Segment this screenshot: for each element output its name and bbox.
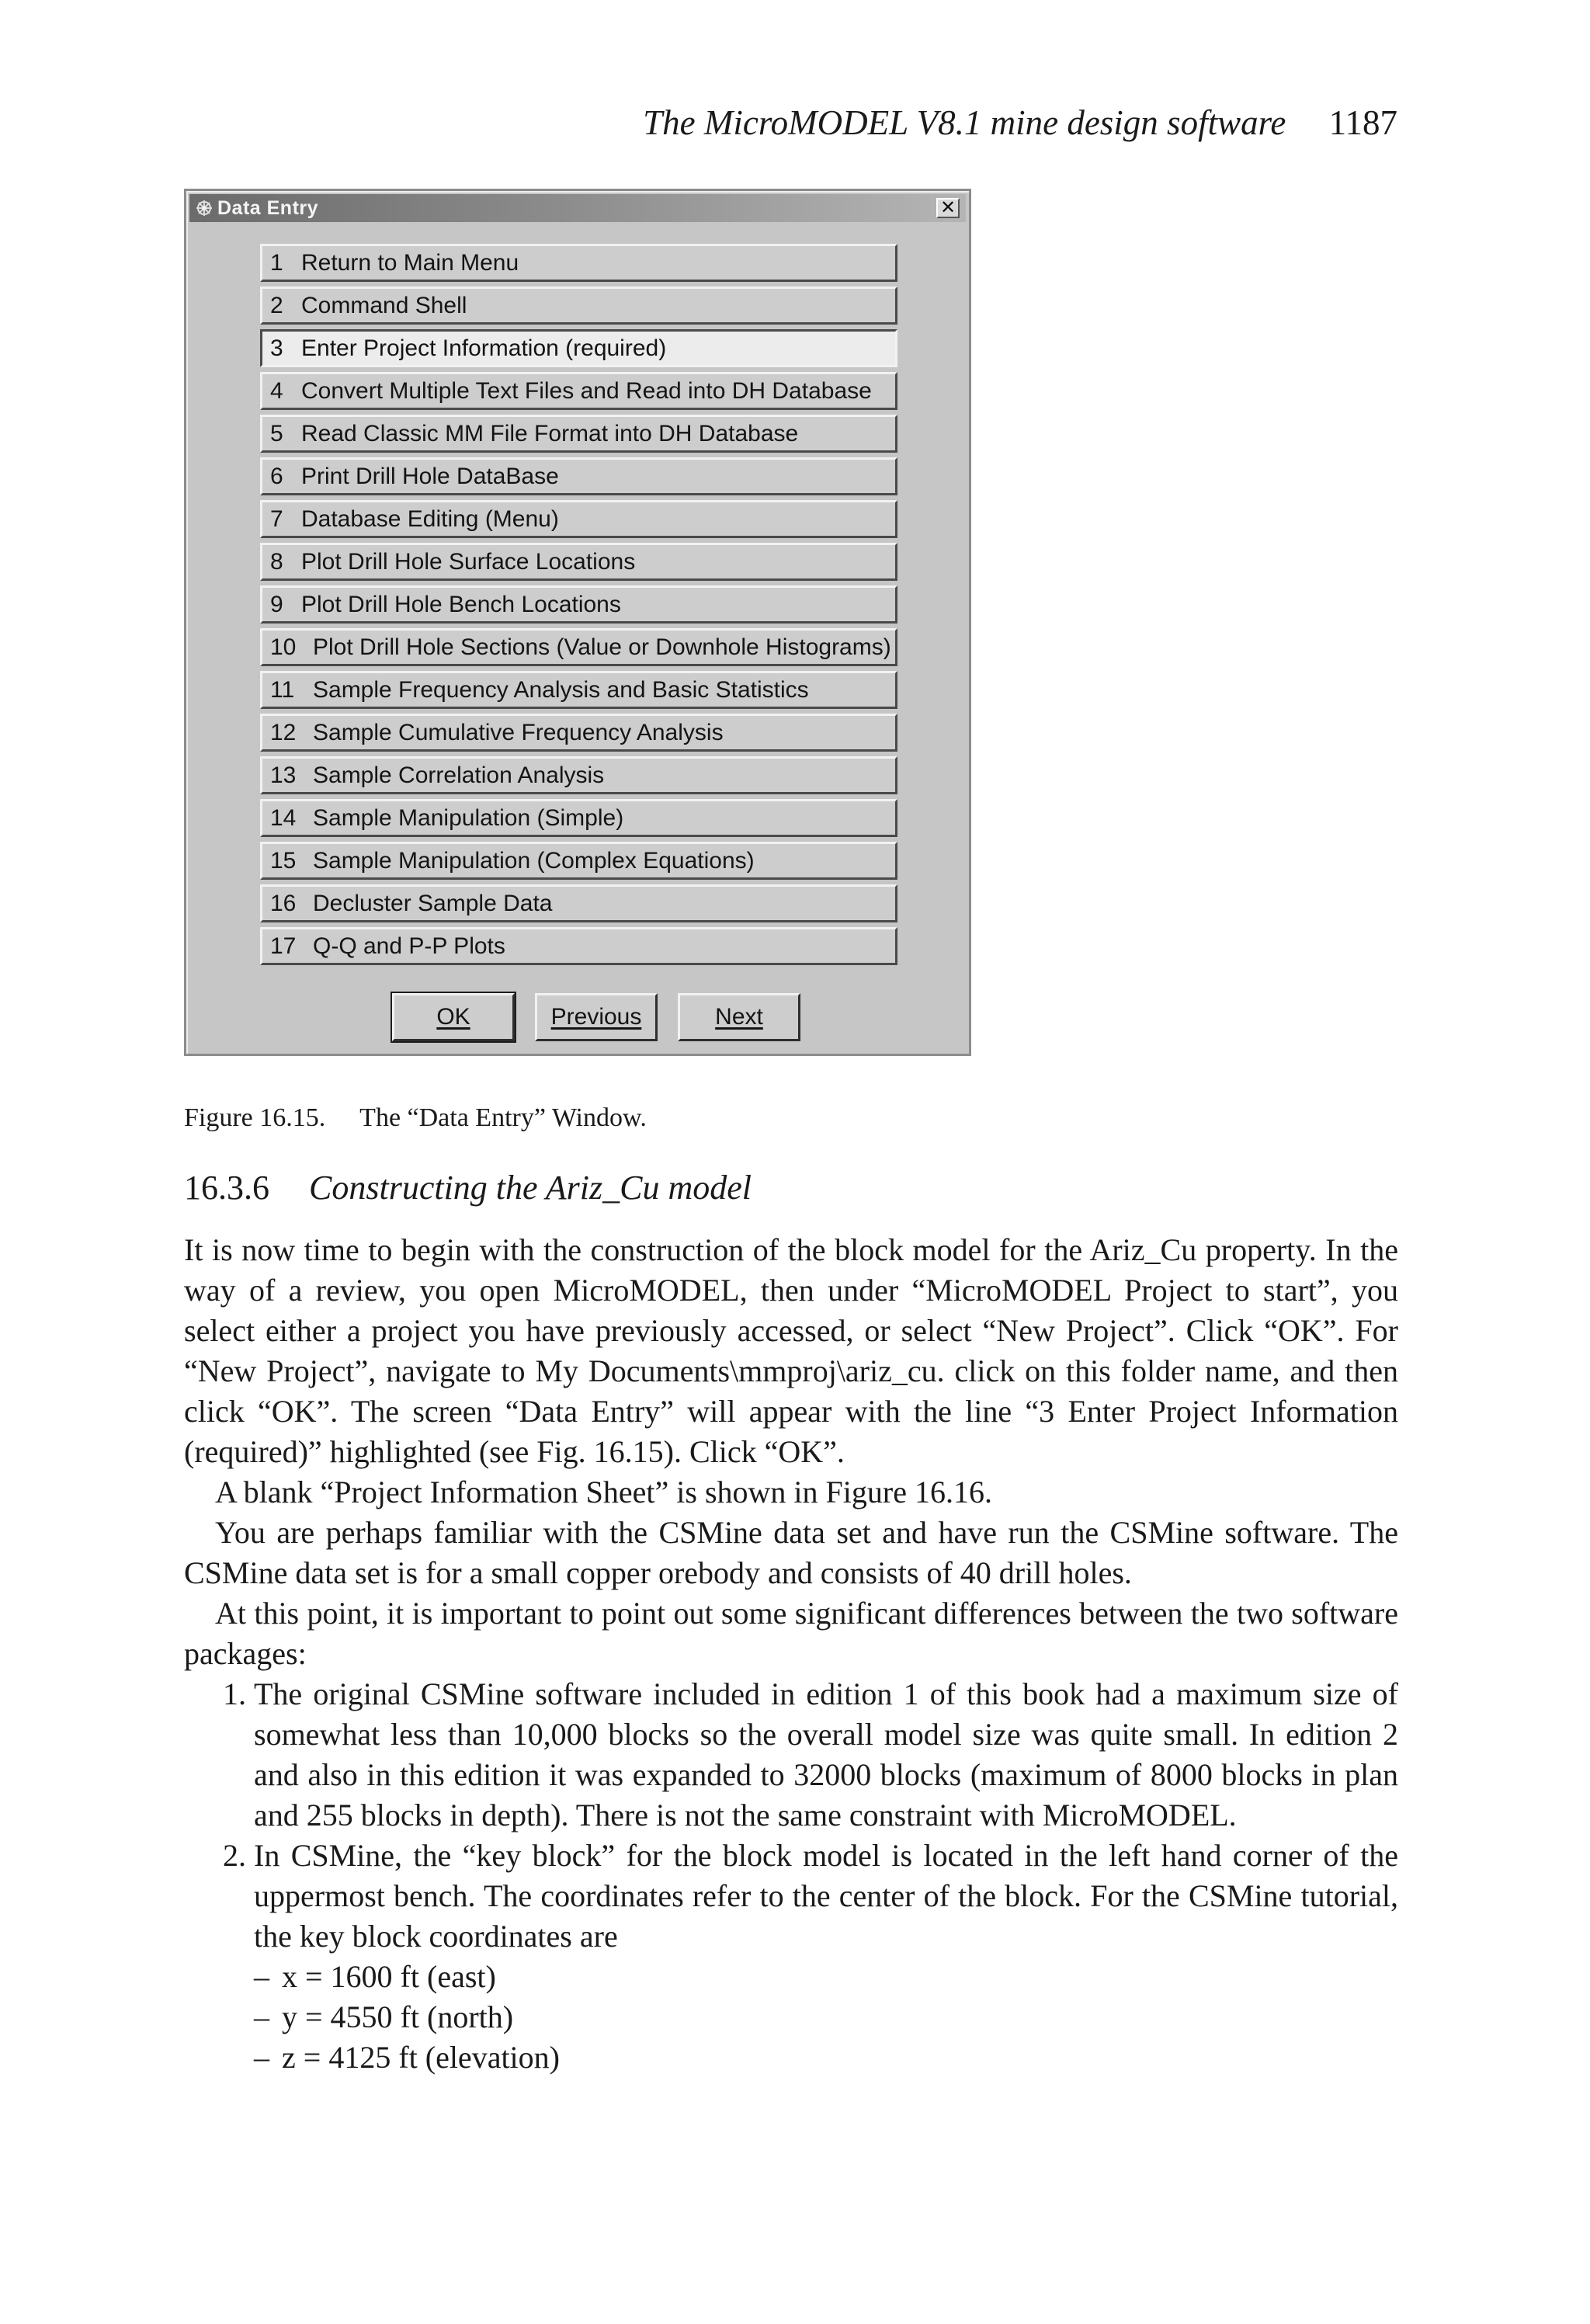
menu-item-number: 17: [270, 933, 297, 959]
menu-item-convert-text-files[interactable]: [260, 372, 897, 410]
menu-item-number: 5: [270, 420, 283, 446]
menu-item-number: 13: [270, 762, 297, 788]
close-icon: ✕: [939, 197, 956, 218]
menu-item-label: Plot Drill Hole Surface Locations: [301, 548, 636, 575]
previous-button[interactable]: Previous: [535, 993, 658, 1041]
menu-item-print-drill-hole-database[interactable]: [260, 457, 897, 495]
menu-item-number: 4: [270, 377, 283, 404]
menu-item-label: Sample Correlation Analysis: [313, 762, 605, 788]
figure-caption-text: The “Data Entry” Window.: [359, 1103, 647, 1132]
menu-item-label: Sample Cumulative Frequency Analysis: [313, 719, 724, 745]
menu-item-correlation-analysis[interactable]: [260, 756, 897, 794]
menu-item-return-to-main-menu[interactable]: [260, 244, 897, 282]
paragraph: At this point, it is important to point out some significant differences between the two software packages:: [184, 1596, 1398, 1671]
numbered-list: [184, 1674, 1398, 2078]
menu-item-sample-frequency-analysis[interactable]: [260, 671, 897, 709]
menu-item-qq-pp-plots[interactable]: [260, 927, 897, 965]
menu-item-plot-bench-locations[interactable]: [260, 585, 897, 624]
ok-button[interactable]: OK: [392, 993, 515, 1041]
list-item: 1. The original CSMine software included in edition 1 of this book had a maximum size of somewhat less than 10,000 blocks so the overall model size was quite small. In edition 2 and also in this edition it was expanded to 32000 blocks (maximum of 8000 blocks in plan and 255 blocks in depth). There is not the same constraint with MicroMODEL.: [254, 1674, 1398, 1836]
section-heading: [184, 1168, 752, 1207]
menu-item-number: 15: [270, 847, 297, 874]
menu-item-label: Sample Frequency Analysis and Basic Statistics: [313, 676, 809, 703]
next-button[interactable]: Next: [678, 993, 800, 1041]
menu-item-number: 14: [270, 804, 297, 831]
body-text: [184, 1230, 1398, 2078]
menu-item-database-editing[interactable]: [260, 500, 897, 538]
menu-item-label: Database Editing (Menu): [301, 505, 559, 532]
menu-item-number: 1: [270, 249, 283, 276]
menu-item-number: 9: [270, 591, 283, 617]
list-item-text: In CSMine, the “key block” for the block model is located in the left hand corner of the uppermost bench. The coordinates refer to the center of the block. For the CSMine tutorial, the key block coordinates are: [254, 1838, 1398, 1954]
list-item: [254, 1836, 1398, 2078]
menu-item-read-classic-mm-file[interactable]: [260, 415, 897, 453]
dialog-button-row: [392, 993, 800, 1041]
dialog-titlebar[interactable]: [189, 194, 966, 222]
menu-item-label: Convert Multiple Text Files and Read into DH Database: [301, 377, 872, 404]
menu-item-label: Sample Manipulation (Simple): [313, 804, 624, 831]
running-head: [643, 102, 1397, 143]
paragraph: A blank “Project Information Sheet” is shown in Figure 16.16.: [215, 1475, 992, 1509]
menu-item-label: Decluster Sample Data: [313, 890, 553, 916]
section-number: 16.3.6: [184, 1169, 269, 1207]
menu-item-plot-surface-locations[interactable]: [260, 543, 897, 581]
figure-label: Figure 16.15.: [184, 1103, 326, 1132]
page-number: 1187: [1328, 103, 1397, 142]
menu-item-number: 3: [270, 335, 283, 361]
menu-item-label: Enter Project Information (required): [301, 335, 667, 361]
coordinate-item: – z = 4125 ft (elevation): [254, 2037, 1398, 2078]
paragraph: You are perhaps familiar with the CSMine data set and have run the CSMine software. The CSMine data set is for a small copper orebody and consists of 40 drill holes.: [184, 1515, 1398, 1590]
menu-item-number: 11: [270, 676, 295, 703]
menu-item-plot-drill-hole-sections[interactable]: [260, 628, 897, 666]
figure-caption: [184, 1103, 647, 1133]
coordinate-list: [254, 1957, 1398, 2078]
coordinate-item: – y = 4550 ft (north): [254, 1997, 1398, 2037]
menu-item-label: Plot Drill Hole Bench Locations: [301, 591, 621, 617]
menu-item-label: Command Shell: [301, 292, 467, 318]
menu-item-number: 8: [270, 548, 283, 575]
section-title: Constructing the Ariz_Cu model: [309, 1169, 752, 1207]
menu-item-label: Q-Q and P-P Plots: [313, 933, 505, 959]
menu-item-number: 12: [270, 719, 297, 745]
coordinate-item: – x = 1600 ft (east): [254, 1957, 1398, 1997]
menu-item-sample-manipulation-complex[interactable]: [260, 842, 897, 880]
app-icon: [196, 200, 213, 217]
menu-item-decluster-sample-data[interactable]: [260, 884, 897, 922]
running-head-title: The MicroMODEL V8.1 mine design software: [643, 103, 1286, 142]
menu-item-label: Read Classic MM File Format into DH Database: [301, 420, 799, 446]
menu-item-label: Print Drill Hole DataBase: [301, 463, 559, 489]
menu-item-cumulative-frequency[interactable]: [260, 714, 897, 752]
menu-item-number: 6: [270, 463, 283, 489]
menu-item-sample-manipulation-simple[interactable]: [260, 799, 897, 837]
menu-item-label: Sample Manipulation (Complex Equations): [313, 847, 755, 874]
menu-item-command-shell[interactable]: [260, 287, 897, 325]
menu-item-label: Return to Main Menu: [301, 249, 519, 276]
menu-item-number: 7: [270, 505, 283, 532]
menu-list: [260, 244, 897, 970]
menu-item-number: 2: [270, 292, 283, 318]
menu-item-number: 16: [270, 890, 297, 916]
menu-item-number: 10: [270, 634, 297, 660]
paragraph: It is now time to begin with the construction of the block model for the Ariz_Cu property. In the way of a review, you open MicroMODEL, then under “MicroMODEL Project to start”, you select either a project you have previously accessed, or select “New Project”. Click “OK”. For “New Project”, navigate to My Documents\mmproj\ariz_cu. click on this folder name, and then click “OK”. The screen “Data Entry” will appear with the line “3 Enter Project Information (required)” highlighted (see Fig. 16.15). Click “OK”.: [184, 1232, 1398, 1469]
close-button[interactable]: [936, 198, 960, 218]
menu-item-label: Plot Drill Hole Sections (Value or Downhole Histograms): [313, 634, 891, 660]
dialog-title: Data Entry: [217, 196, 319, 219]
data-entry-dialog: [184, 189, 971, 1056]
menu-item-enter-project-information[interactable]: [260, 329, 897, 367]
